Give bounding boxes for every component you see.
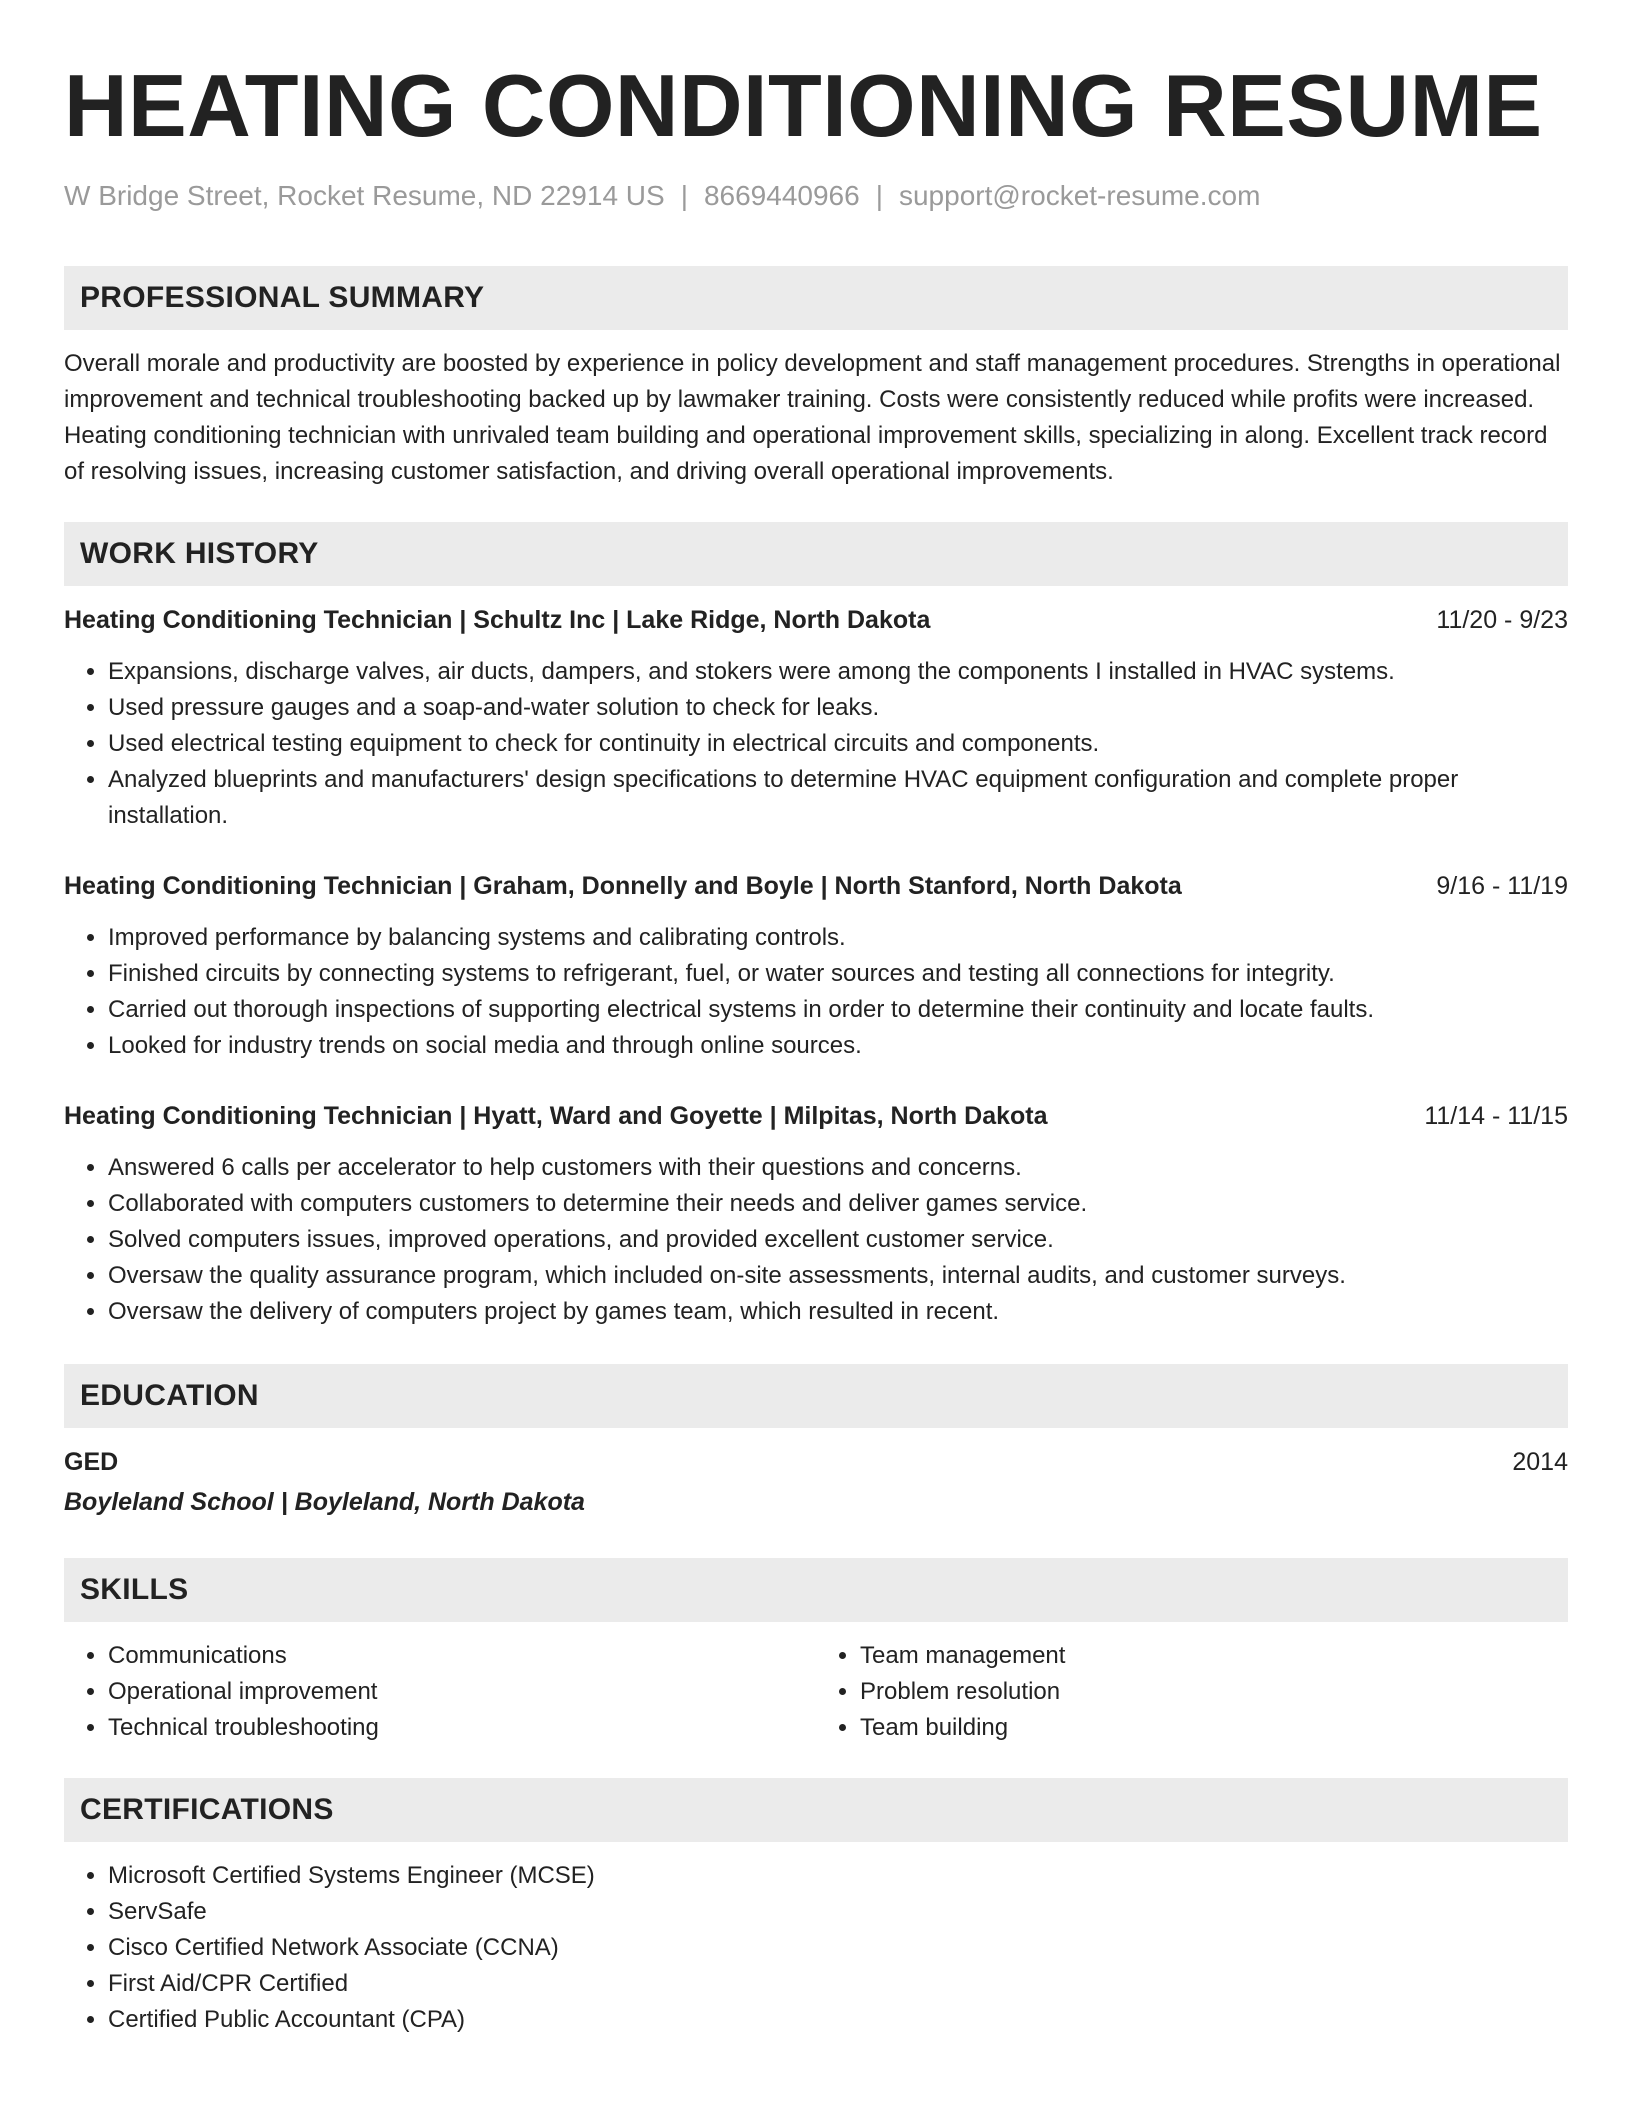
skill-item: • Operational improvement [108, 1674, 816, 1710]
job-entry [64, 1098, 1568, 1330]
job-bullet: • Expansions, discharge valves, air ducts, dampers, and stokers were among the components I installed in HVAC systems. [108, 654, 1568, 690]
job-header [64, 1098, 1568, 1134]
job-title: Heating Conditioning Technician | Hyatt, Ward and Goyette | Milpitas, North Dakota [64, 1102, 1048, 1130]
certifications-list [64, 1858, 1568, 2038]
job-title: Heating Conditioning Technician | Schultz Inc | Lake Ridge, North Dakota [64, 606, 931, 634]
skill-item: • Team management [860, 1638, 1568, 1674]
job-bullet: • Used electrical testing equipment to check for continuity in electrical circuits and components. [108, 726, 1568, 762]
summary-text: Overall morale and productivity are boosted by experience in policy development and staff management procedures. Strengths in operational improvement and technical troubleshooting backed up by lawmaker training. Costs were consistently reduced while profits were increased. Heating conditioning technician with unrivaled team building and operational improvement skills, specializing in along. Excellent track record of resolving issues, increasing customer satisfaction, and driving overall operational improvements. [64, 350, 1561, 485]
section-header-skills: SKILLS [64, 1558, 1568, 1622]
job-bullet: • Oversaw the delivery of computers project by games team, which resulted in recent. [108, 1294, 1568, 1330]
skills-list-left [64, 1638, 816, 1746]
contact-email: support@rocket-resume.com [898, 180, 1261, 211]
job-bullets [64, 920, 1568, 1064]
skill-item: • Team building [860, 1710, 1568, 1746]
job-dates: 11/14 - 11/15 [1424, 1102, 1568, 1130]
contact-phone: 8669440966 [703, 180, 860, 211]
job-bullet: • Finished circuits by connecting systems to refrigerant, fuel, or water sources and testing all connections for integrity. [108, 956, 1568, 992]
education-degree: GED [64, 1448, 119, 1476]
section-header-work-history: WORK HISTORY [64, 522, 1568, 586]
skill-item: • Problem resolution [860, 1674, 1568, 1710]
certification-item: • ServSafe [108, 1894, 1568, 1930]
section-header-summary: PROFESSIONAL SUMMARY [64, 266, 1568, 330]
resume-title: HEATING CONDITIONING RESUME [64, 56, 1543, 155]
job-header [64, 602, 1568, 638]
job-entry [64, 868, 1568, 1064]
job-dates: 9/16 - 11/19 [1436, 872, 1568, 900]
job-bullet: • Oversaw the quality assurance program, which included on-site assessments, internal audits, and customer surveys. [108, 1258, 1568, 1294]
skill-item: • Communications [108, 1638, 816, 1674]
education-header [64, 1444, 1568, 1480]
job-bullet: • Improved performance by balancing systems and calibrating controls. [108, 920, 1568, 956]
job-dates: 11/20 - 9/23 [1436, 606, 1568, 634]
section-header-certifications: CERTIFICATIONS [64, 1778, 1568, 1842]
job-entry [64, 602, 1568, 834]
education-year: 2014 [1512, 1448, 1568, 1476]
job-bullet: • Analyzed blueprints and manufacturers' design specifications to determine HVAC equipment configuration and complete proper installation. [108, 762, 1568, 834]
skill-item: • Technical troubleshooting [108, 1710, 816, 1746]
job-bullets [64, 1150, 1568, 1330]
job-title: Heating Conditioning Technician | Graham, Donnelly and Boyle | North Stanford, North Dakota [64, 872, 1182, 900]
contact-separator: | [680, 180, 688, 211]
job-bullets [64, 654, 1568, 834]
contact-address: W Bridge Street, Rocket Resume, ND 22914 US [64, 180, 665, 211]
certification-item: • First Aid/CPR Certified [108, 1966, 1568, 2002]
job-bullet: • Solved computers issues, improved operations, and provided excellent customer service. [108, 1222, 1568, 1258]
job-bullet: • Carried out thorough inspections of supporting electrical systems in order to determine their continuity and locate faults. [108, 992, 1568, 1028]
job-bullet: • Collaborated with computers customers to determine their needs and deliver games service. [108, 1186, 1568, 1222]
skills-list-right [816, 1638, 1568, 1746]
job-bullet: • Used pressure gauges and a soap-and-water solution to check for leaks. [108, 690, 1568, 726]
skills-columns [64, 1622, 1568, 1746]
job-header [64, 868, 1568, 904]
section-header-education: EDUCATION [64, 1364, 1568, 1428]
certification-item: • Microsoft Certified Systems Engineer (MCSE) [108, 1858, 1568, 1894]
contact-line [64, 178, 1568, 214]
job-bullet: • Looked for industry trends on social media and through online sources. [108, 1028, 1568, 1064]
contact-separator: | [875, 180, 883, 211]
certification-item: • Cisco Certified Network Associate (CCNA) [108, 1930, 1568, 1966]
job-bullet: • Answered 6 calls per accelerator to help customers with their questions and concerns. [108, 1150, 1568, 1186]
education-school: Boyleland School | Boyleland, North Dakota [64, 1488, 585, 1516]
certification-item: • Certified Public Accountant (CPA) [108, 2002, 1568, 2038]
